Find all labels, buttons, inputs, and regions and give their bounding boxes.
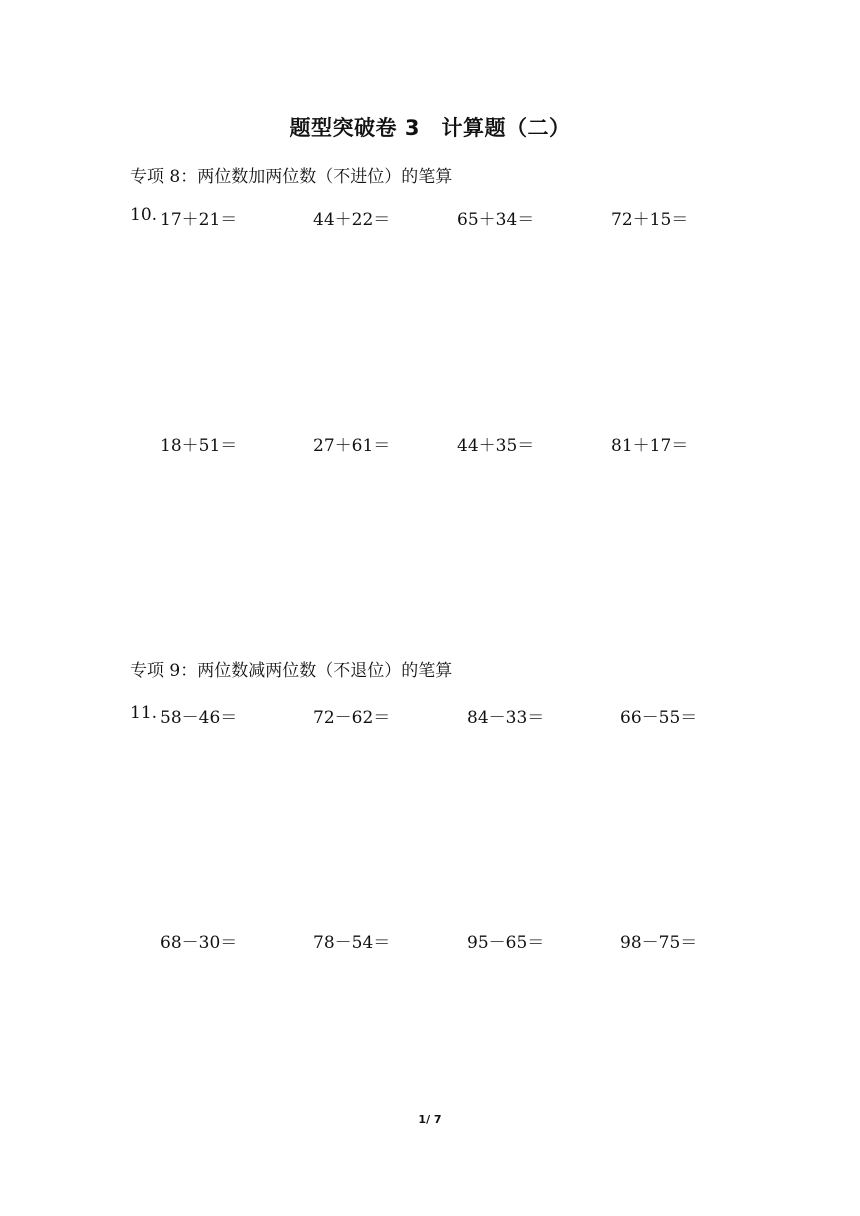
problem: 68－30＝ [160,933,238,953]
problem-row [0,431,860,457]
problem: 72－62＝ [313,708,391,728]
section-heading-9: 专项 9：两位数减两位数（不退位）的笔算 [130,661,453,681]
question-number-11: 11. [130,703,158,723]
problem: 98－75＝ [620,933,698,953]
problem: 81＋17＝ [611,436,689,456]
problem: 44＋22＝ [313,210,391,230]
problem: 58－46＝ [160,708,238,728]
question-number-10: 10. [130,205,158,225]
problem: 27＋61＝ [313,436,391,456]
problem: 78－54＝ [313,933,391,953]
page-number: 1/ 7 [418,1113,442,1126]
section-heading-8: 专项 8：两位数加两位数（不进位）的笔算 [130,167,453,187]
problem: 95－65＝ [467,933,545,953]
problem: 44＋35＝ [457,436,535,456]
problem-row [0,205,860,231]
page-title: 题型突破卷 3 计算题（二） [289,116,571,140]
problem-row [0,928,860,954]
problem: 66－55＝ [620,708,698,728]
problem: 84－33＝ [467,708,545,728]
problem: 65＋34＝ [457,210,535,230]
problem: 72＋15＝ [611,210,689,230]
problem-row [0,703,860,729]
problem: 17＋21＝ [160,210,238,230]
problem: 18＋51＝ [160,436,238,456]
